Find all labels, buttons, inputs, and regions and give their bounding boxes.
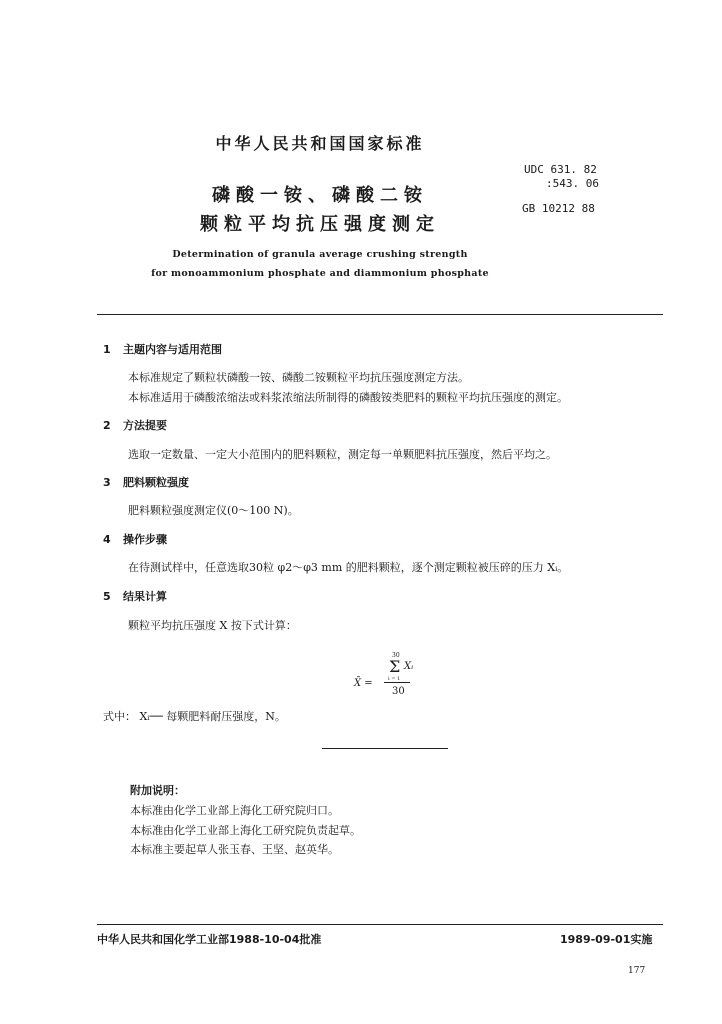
section-number: 4 bbox=[103, 533, 111, 546]
formula-sigma-symbol: Σ bbox=[389, 657, 401, 676]
title-en-line-1: Determination of granula average crushing strength bbox=[172, 249, 468, 260]
section-2-heading bbox=[103, 417, 167, 433]
formula-sum-upper: 30 bbox=[392, 652, 400, 659]
formula-fraction-bar bbox=[384, 682, 410, 683]
average-strength-formula bbox=[354, 653, 434, 699]
section-2-paragraph-1: 选取一定数量、一定大小范围内的肥料颗粒，测定每一单颗肥料抗压强度，然后平均之。 bbox=[128, 448, 557, 461]
footer-divider bbox=[97, 924, 663, 925]
notes-line-1: 本标准由化学工业部上海化工研究院归口。 bbox=[130, 804, 339, 817]
section-3-paragraph-1: 肥料颗粒强度测定仪(0～100 N)。 bbox=[128, 504, 299, 517]
formula-lhs: X̄ = bbox=[354, 678, 373, 689]
formula-sum-variable: Xᵢ bbox=[404, 661, 414, 672]
section-4-heading bbox=[103, 531, 167, 547]
section-number: 2 bbox=[103, 419, 111, 432]
udc-line-2: :543. 06 bbox=[546, 177, 599, 190]
section-title: 方法提要 bbox=[123, 419, 167, 432]
notes-line-3: 本标准主要起草人张玉春、王坚、赵英华。 bbox=[130, 843, 339, 856]
notes-line-2: 本标准由化学工业部上海化工研究院负责起草。 bbox=[130, 824, 361, 837]
standard-type-heading: 中华人民共和国国家标准 bbox=[215, 134, 425, 153]
section-1-paragraph-1: 本标准规定了颗粒状磷酸一铵、磷酸二铵颗粒平均抗压强度测定方法。 bbox=[128, 371, 469, 384]
formula-sum-lower: i = 1 bbox=[388, 676, 401, 682]
title-zh-line-2: 颗粒平均抗压强度测定 bbox=[200, 214, 440, 235]
title-en-line-2: for monoammonium phosphate and diammonium phosphate bbox=[151, 268, 489, 279]
section-1-paragraph-2: 本标准适用于磷酸浓缩法或料浆浓缩法所制得的磷酸铵类肥料的颗粒平均抗压强度的测定。 bbox=[128, 391, 568, 404]
formula-denominator: 30 bbox=[392, 686, 405, 697]
section-3-heading bbox=[103, 474, 189, 490]
formula-where-clause: 式中： Xᵢ── 每颗肥料耐压强度，N。 bbox=[103, 710, 286, 723]
notes-heading: 附加说明： bbox=[130, 784, 185, 797]
udc-line-1: UDC 631. 82 bbox=[524, 163, 597, 176]
implementation-date: 1989-09-01实施 bbox=[560, 933, 653, 946]
header-divider bbox=[97, 314, 663, 315]
approval-statement: 中华人民共和国化学工业部1988-10-04批准 bbox=[97, 933, 322, 946]
section-number: 1 bbox=[103, 343, 111, 356]
section-title: 肥料颗粒强度 bbox=[123, 476, 189, 489]
end-of-text-rule bbox=[322, 748, 448, 749]
title-zh-line-1: 磷酸一铵、磷酸二铵 bbox=[212, 185, 428, 206]
section-title: 操作步骤 bbox=[123, 533, 167, 546]
gb-standard-code: GB 10212 88 bbox=[522, 202, 595, 215]
section-5-heading bbox=[103, 588, 167, 604]
section-number: 5 bbox=[103, 590, 111, 603]
section-title: 结果计算 bbox=[123, 590, 167, 603]
page-number: 177 bbox=[628, 966, 646, 976]
section-4-paragraph-1: 在待测试样中，任意选取30粒 φ2～φ3 mm 的肥料颗粒，逐个测定颗粒被压碎的压力 Xᵢ。 bbox=[128, 561, 569, 574]
section-title: 主题内容与适用范围 bbox=[123, 343, 222, 356]
section-number: 3 bbox=[103, 476, 111, 489]
section-1-heading bbox=[103, 341, 222, 357]
section-5-paragraph-1: 颗粒平均抗压强度 X 按下式计算： bbox=[128, 619, 297, 632]
